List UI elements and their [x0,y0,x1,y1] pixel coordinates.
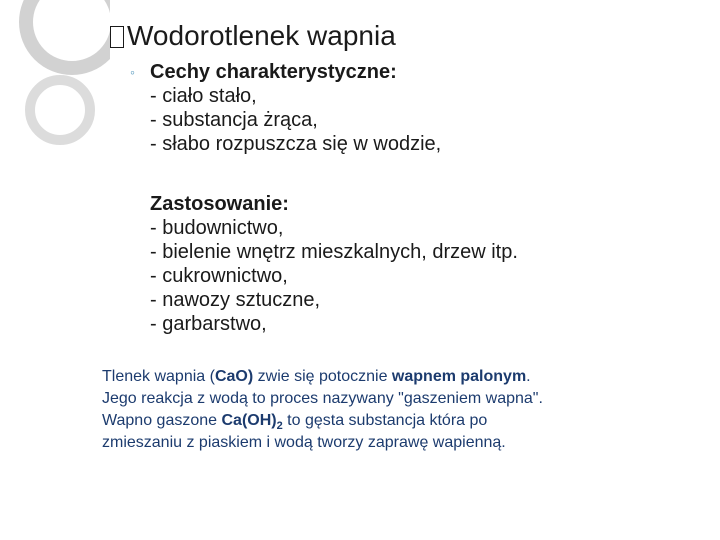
slide-title [110,18,396,54]
note-text: Wapno gaszone [102,412,222,429]
note-formula-cao: CaO) [214,368,254,385]
section-heading-uses: Zastosowanie: [150,193,289,215]
spacer [150,156,518,192]
note-text: . [526,368,531,385]
list-item: - bielenie wnętrz mieszkalnych, drzew itp. [150,241,518,263]
deco-circle-small [30,80,90,140]
note-line-4: zmieszaniu z piaskiem i wodą tworzy zaprawę wapienną. [102,434,506,451]
list-item: - substancja żrąca, [150,109,318,131]
list-item: - budownictwo, [150,217,284,239]
deco-circle-large [26,0,110,68]
note-text: to gęsta substancja która po [282,412,488,429]
missing-glyph-icon [110,26,124,48]
note-text: zwie się potocznie [253,368,392,385]
note-line-3 [102,410,702,432]
formula-text: Ca(OH) [221,412,277,429]
note-line-2: Jego reakcja z wodą to proces nazywany "gaszeniem wapna". [102,390,543,407]
formula-subscript: 2 [276,420,283,433]
slide-title-text: Wodorotlenek wapnia [127,20,396,51]
note-line-1 [102,366,702,388]
decorative-circles [0,0,110,200]
note-formula-caoh2 [221,412,283,433]
section-heading-properties: Cechy charakterystyczne: [150,61,397,83]
bullet-ring-icon: ◦ [130,64,135,80]
list-item: - słabo rozpuszcza się w wodzie, [150,133,442,155]
list-item: - cukrownictwo, [150,265,288,287]
list-item: - nawozy sztuczne, [150,289,321,311]
bullet-content [150,60,518,336]
note-text: Tlenek wapnia ( [102,368,215,385]
list-item: - garbarstwo, [150,313,267,335]
list-item: - ciało stało, [150,85,257,107]
note-term-quicklime: wapnem palonym [391,368,527,385]
note-paragraph [102,366,702,454]
